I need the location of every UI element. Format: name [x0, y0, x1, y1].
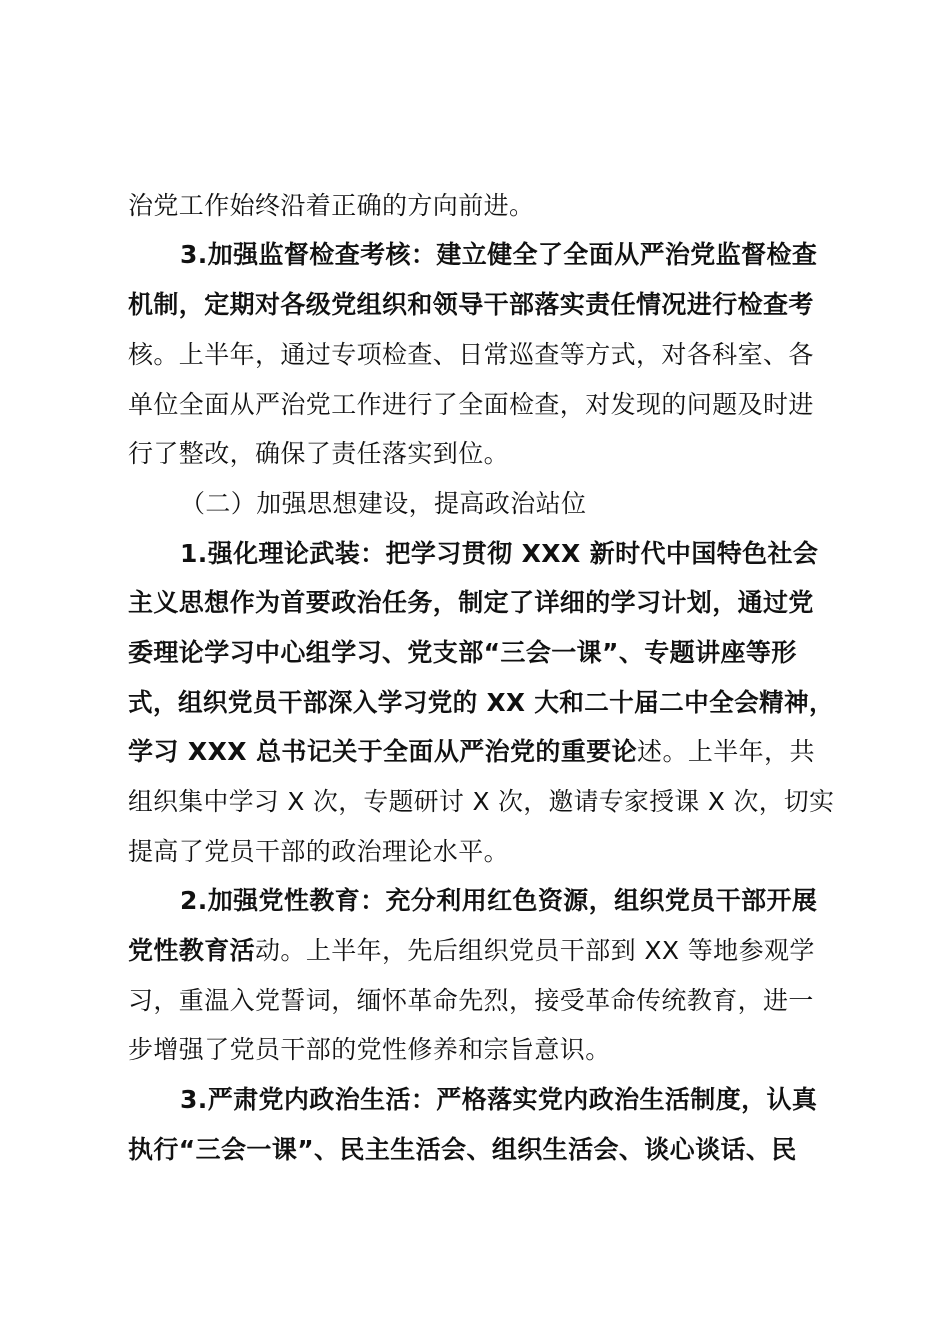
paragraph-line — [128, 184, 534, 228]
text-run: 动。上半年，先后组织党员干部到 XX 等地参观学 — [255, 936, 815, 965]
text-run: 学习 XXX 总书记关于全面从严治党的重要论 — [128, 737, 638, 766]
text-run: 行了整改，确保了责任落实到位。 — [128, 439, 510, 468]
paragraph-line — [128, 1128, 797, 1172]
text-run: 步增强了党员干部的党性修养和宗旨意识。 — [128, 1035, 611, 1064]
paragraph-line — [128, 383, 814, 427]
text-run: 2.加强党性教育：充分利用红色资源，组织党员干部开展 — [180, 886, 818, 915]
paragraph-line — [128, 830, 509, 874]
paragraph-line — [128, 283, 814, 327]
paragraph-line — [128, 581, 814, 625]
paragraph-line — [128, 929, 815, 973]
paragraph-line — [180, 233, 817, 277]
text-run: 机制，定期对各级党组织和领导干部落实责任情况进行检查考 — [128, 290, 814, 319]
text-run: 党性教育活 — [128, 936, 256, 965]
paragraph-line — [128, 333, 814, 377]
text-run: （二）加强思想建设，提高政治站位 — [180, 489, 587, 518]
text-run: 式，组织党员干部深入学习党的 XX 大和二十届二中全会精神， — [128, 688, 834, 717]
text-run: 治党工作始终沿着正确的方向前进。 — [128, 191, 535, 220]
text-run: 主义思想作为首要政治任务，制定了详细的学习计划，通过党 — [128, 588, 814, 617]
paragraph-line — [128, 681, 834, 725]
paragraph-line — [180, 1078, 817, 1122]
text-run: 核。上半年，通过专项检查、日常巡查等方式，对各科室、各 — [128, 340, 814, 369]
text-run: 执行“三会一课”、民主生活会、组织生活会、谈心谈话、民 — [128, 1135, 797, 1164]
paragraph-line — [128, 432, 509, 476]
section-heading — [180, 482, 586, 526]
paragraph-line — [128, 979, 814, 1023]
text-run: 述。上半年，共 — [637, 737, 815, 766]
paragraph-line — [128, 730, 815, 774]
paragraph-line — [180, 532, 818, 576]
text-run: 单位全面从严治党工作进行了全面检查，对发现的问题及时进 — [128, 390, 814, 419]
text-run: 提高了党员干部的政治理论水平。 — [128, 837, 510, 866]
paragraph-line — [128, 631, 797, 675]
text-run: 3.加强监督检查考核：建立健全了全面从严治党监督检查 — [180, 240, 818, 269]
text-run: 3.严肃党内政治生活：严格落实党内政治生活制度，认真 — [180, 1085, 818, 1114]
paragraph-line — [180, 879, 817, 923]
paragraph-line — [128, 1028, 611, 1072]
text-run: 组织集中学习 X 次，专题研讨 X 次，邀请专家授课 X 次，切实 — [128, 787, 835, 816]
text-run: 1.强化理论武装：把学习贯彻 XXX 新时代中国特色社会 — [180, 539, 819, 568]
text-run: 委理论学习中心组学习、党支部“三会一课”、专题讲座等形 — [128, 638, 797, 667]
paragraph-line — [128, 780, 834, 824]
text-run: 习，重温入党誓词，缅怀革命先烈，接受革命传统教育，进一 — [128, 986, 814, 1015]
